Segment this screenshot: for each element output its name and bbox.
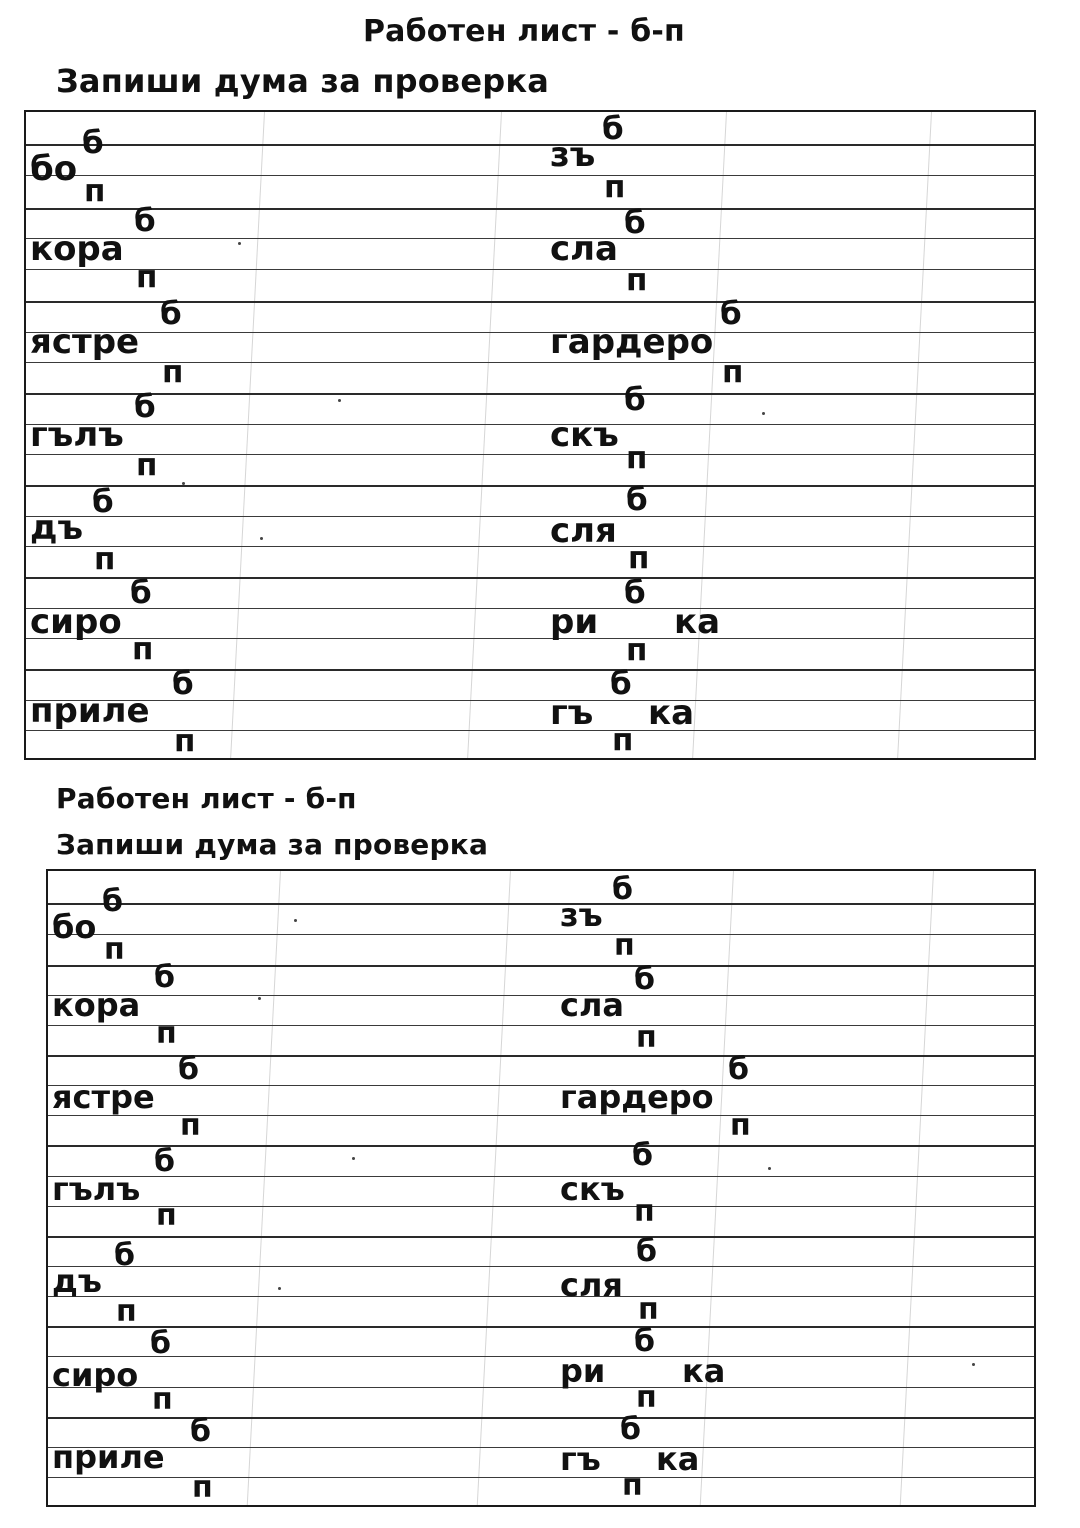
right-word-7-end: ка bbox=[656, 1440, 700, 1478]
sheet1-subtitle: Запиши дума за проверка bbox=[56, 62, 550, 100]
speck bbox=[238, 242, 241, 245]
upper-letter: б bbox=[720, 296, 742, 332]
lower-letter: п bbox=[636, 1380, 657, 1415]
lower-letter: п bbox=[604, 169, 626, 205]
lower-letter: п bbox=[638, 1292, 659, 1327]
speck bbox=[338, 399, 341, 402]
lower-letter: п bbox=[156, 1016, 177, 1051]
right-word-6-end: ка bbox=[682, 1352, 726, 1390]
upper-letter: б bbox=[130, 575, 152, 611]
lower-letter: п bbox=[136, 259, 158, 295]
lower-letter: п bbox=[104, 932, 125, 967]
upper-letter: б bbox=[160, 296, 182, 332]
speck bbox=[768, 1167, 771, 1170]
speck bbox=[294, 919, 297, 922]
upper-letter: б bbox=[636, 1234, 657, 1269]
lower-letter: п bbox=[174, 723, 196, 759]
right-word-6-end: ка bbox=[674, 602, 721, 642]
right-word-7-start: гъ bbox=[550, 693, 594, 733]
right-word-2: сла bbox=[550, 229, 618, 269]
left-word-6: сиро bbox=[52, 1356, 139, 1394]
left-word-6: сиро bbox=[30, 602, 122, 642]
left-word-3: ястре bbox=[52, 1078, 155, 1116]
speck bbox=[972, 1363, 975, 1366]
speck bbox=[258, 997, 261, 1000]
upper-letter: б bbox=[102, 884, 123, 919]
lower-letter: п bbox=[180, 1108, 201, 1143]
left-word-3: ястре bbox=[30, 322, 140, 362]
upper-letter: б bbox=[634, 1324, 655, 1359]
right-word-3: гардеро bbox=[550, 322, 714, 362]
upper-letter: б bbox=[178, 1052, 199, 1087]
right-word-7-end: ка bbox=[648, 693, 695, 733]
upper-letter: б bbox=[602, 111, 624, 147]
lower-letter: п bbox=[636, 1020, 657, 1055]
right-word-5: сля bbox=[560, 1266, 623, 1304]
left-word-2: кора bbox=[52, 986, 141, 1024]
lower-letter: п bbox=[722, 354, 744, 390]
sheet2-subtitle: Запиши дума за проверка bbox=[56, 828, 489, 861]
lower-letter: п bbox=[116, 1294, 137, 1329]
speck bbox=[762, 412, 765, 415]
upper-letter: б bbox=[150, 1326, 171, 1361]
lower-letter: п bbox=[84, 173, 106, 209]
sheet1-worksheet-box bbox=[24, 110, 1036, 760]
right-word-5: сля bbox=[550, 511, 617, 551]
lower-letter: п bbox=[156, 1198, 177, 1233]
upper-letter: б bbox=[624, 575, 646, 611]
upper-letter: б bbox=[620, 1412, 641, 1447]
upper-letter: б bbox=[190, 1414, 211, 1449]
lower-letter: п bbox=[152, 1382, 173, 1417]
upper-letter: б bbox=[632, 1138, 653, 1173]
speck bbox=[260, 537, 263, 540]
lower-letter: п bbox=[730, 1108, 751, 1143]
lower-letter: п bbox=[634, 1194, 655, 1229]
upper-letter: б bbox=[154, 960, 175, 995]
sheet1-title: Работен лист - б-п bbox=[363, 14, 685, 49]
sheet2-title: Работен лист - б-п bbox=[56, 782, 357, 815]
left-word-7: приле bbox=[52, 1438, 165, 1476]
right-word-2: сла bbox=[560, 986, 624, 1024]
speck bbox=[278, 1287, 281, 1290]
right-word-4: скъ bbox=[560, 1170, 625, 1208]
lower-letter: п bbox=[136, 447, 158, 483]
lower-letter: п bbox=[614, 928, 635, 963]
upper-letter: б bbox=[114, 1238, 135, 1273]
lower-letter: п bbox=[162, 354, 184, 390]
right-word-6-start: ри bbox=[560, 1352, 606, 1390]
left-word-1: бо bbox=[30, 149, 78, 189]
upper-letter: б bbox=[624, 382, 646, 418]
right-word-3: гардеро bbox=[560, 1078, 714, 1116]
right-word-6-start: ри bbox=[550, 602, 599, 642]
upper-letter: б bbox=[92, 484, 114, 520]
upper-letter: б bbox=[134, 203, 156, 239]
left-word-4: гълъ bbox=[30, 415, 124, 455]
lower-letter: п bbox=[626, 262, 648, 298]
lower-letter: п bbox=[612, 722, 634, 758]
upper-letter: б bbox=[624, 205, 646, 241]
left-word-1: бо bbox=[52, 908, 97, 946]
left-word-5: дъ bbox=[52, 1262, 102, 1300]
right-word-1: зъ bbox=[560, 896, 603, 934]
speck bbox=[352, 1157, 355, 1160]
upper-letter: б bbox=[634, 962, 655, 997]
lower-letter: п bbox=[132, 631, 154, 667]
upper-letter: б bbox=[610, 666, 632, 702]
upper-letter: б bbox=[626, 482, 648, 518]
upper-letter: б bbox=[172, 666, 194, 702]
lower-letter: п bbox=[192, 1470, 213, 1505]
lower-letter: п bbox=[622, 1468, 643, 1503]
left-word-2: кора bbox=[30, 229, 124, 269]
sheet2-worksheet-box bbox=[46, 869, 1036, 1507]
upper-letter: б bbox=[154, 1144, 175, 1179]
speck bbox=[182, 482, 185, 485]
lower-letter: п bbox=[626, 440, 648, 476]
upper-letter: б bbox=[728, 1052, 749, 1087]
lower-letter: п bbox=[628, 540, 650, 576]
upper-letter: б bbox=[612, 872, 633, 907]
upper-letter: б bbox=[134, 389, 156, 425]
left-word-7: приле bbox=[30, 691, 150, 731]
left-word-5: дъ bbox=[30, 508, 84, 548]
left-word-4: гълъ bbox=[52, 1170, 141, 1208]
lower-letter: п bbox=[626, 632, 648, 668]
right-word-7-start: гъ bbox=[560, 1440, 601, 1478]
right-word-4: скъ bbox=[550, 415, 619, 455]
right-word-1: зъ bbox=[550, 135, 596, 175]
lower-letter: п bbox=[94, 541, 116, 577]
upper-letter: б bbox=[82, 125, 104, 161]
